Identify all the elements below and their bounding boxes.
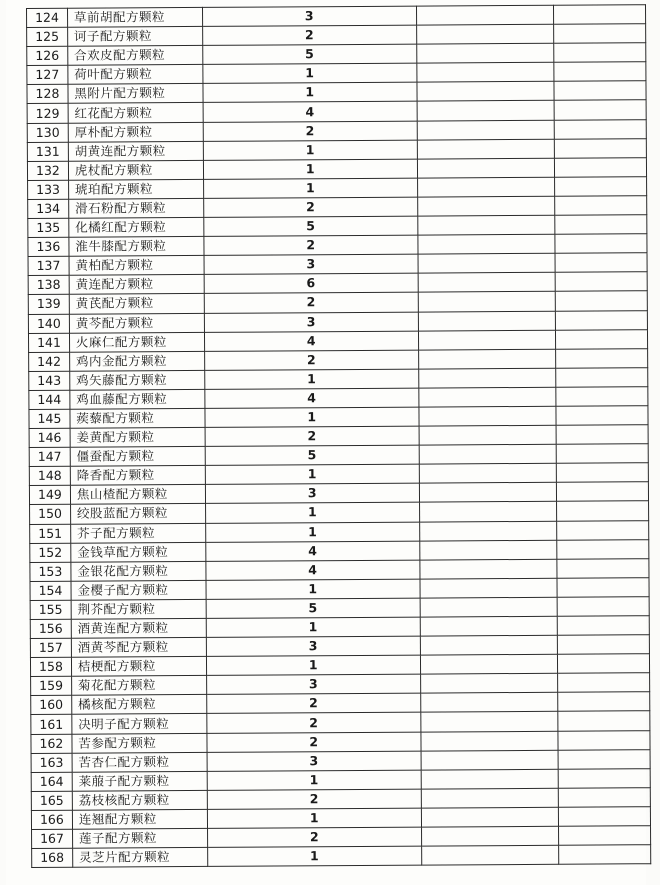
- empty-cell: [557, 654, 649, 674]
- empty-cell: [556, 387, 648, 407]
- row-index-cell: 154: [30, 581, 71, 600]
- empty-cell: [420, 597, 557, 617]
- row-index-cell: 153: [30, 562, 71, 581]
- row-index-cell: 149: [29, 486, 70, 505]
- row-index-cell: 167: [32, 829, 73, 848]
- empty-cell: [419, 444, 556, 464]
- empty-cell: [419, 464, 556, 484]
- quantity-cell: 4: [204, 331, 418, 351]
- medicine-name-cell: 橘核配方颗粒: [72, 695, 207, 715]
- medicine-name-cell: 芥子配方颗粒: [71, 523, 206, 543]
- empty-cell: [556, 406, 648, 426]
- empty-cell: [557, 578, 649, 598]
- quantity-cell: 1: [206, 617, 420, 637]
- quantity-cell: 1: [205, 522, 419, 542]
- empty-cell: [558, 807, 650, 827]
- row-index-cell: 130: [27, 123, 68, 142]
- empty-cell: [553, 5, 645, 25]
- empty-cell: [557, 635, 649, 655]
- empty-cell: [555, 291, 647, 311]
- empty-cell: [556, 463, 648, 483]
- row-index-cell: 131: [27, 142, 68, 161]
- empty-cell: [419, 387, 556, 407]
- quantity-cell: 1: [207, 846, 421, 866]
- quantity-cell: 1: [204, 407, 418, 427]
- row-index-cell: 132: [27, 161, 68, 180]
- row-index-cell: 166: [31, 810, 72, 829]
- quantity-cell: 1: [203, 159, 417, 179]
- medicine-name-cell: 苦杏仁配方颗粒: [72, 752, 207, 772]
- row-index-cell: 164: [31, 772, 72, 791]
- empty-cell: [557, 673, 649, 693]
- empty-cell: [553, 43, 645, 63]
- quantity-cell: 3: [205, 483, 419, 503]
- row-index-cell: 138: [28, 276, 69, 295]
- quantity-cell: 5: [203, 216, 417, 236]
- row-index-cell: 152: [30, 543, 71, 562]
- medicine-name-cell: 胡黄连配方颗粒: [68, 141, 203, 161]
- document-page: [6, 0, 646, 885]
- empty-cell: [554, 157, 646, 177]
- empty-cell: [555, 253, 647, 273]
- row-index-cell: 136: [28, 237, 69, 256]
- quantity-cell: 2: [205, 426, 419, 446]
- empty-cell: [558, 768, 650, 788]
- empty-cell: [420, 635, 557, 655]
- medicine-name-cell: 菊花配方颗粒: [71, 676, 206, 696]
- medicine-name-cell: 诃子配方颗粒: [67, 27, 202, 47]
- empty-cell: [420, 559, 557, 579]
- empty-cell: [421, 750, 558, 770]
- medicine-name-cell: 草前胡配方颗粒: [67, 7, 202, 27]
- medicine-name-cell: 厚朴配方颗粒: [68, 122, 203, 142]
- quantity-cell: 4: [204, 388, 418, 408]
- empty-cell: [417, 43, 554, 63]
- medicine-name-cell: 化橘红配方颗粒: [69, 217, 204, 237]
- empty-cell: [556, 425, 648, 445]
- quantity-cell: 5: [202, 44, 416, 64]
- empty-cell: [554, 215, 646, 235]
- row-index-cell: 161: [31, 715, 72, 734]
- empty-cell: [421, 693, 558, 713]
- quantity-cell: 4: [205, 541, 419, 561]
- empty-cell: [554, 177, 646, 197]
- empty-cell: [555, 310, 647, 330]
- empty-cell: [418, 234, 555, 254]
- empty-cell: [417, 63, 554, 83]
- row-index-cell: 158: [30, 657, 71, 676]
- quantity-cell: 2: [207, 827, 421, 847]
- row-index-cell: 143: [29, 371, 70, 390]
- quantity-cell: 5: [206, 598, 420, 618]
- empty-cell: [417, 82, 554, 102]
- row-index-cell: 156: [30, 619, 71, 638]
- quantity-cell: 1: [203, 82, 417, 102]
- quantity-cell: 2: [204, 293, 418, 313]
- empty-cell: [417, 139, 554, 159]
- empty-cell: [421, 845, 558, 865]
- empty-cell: [419, 521, 556, 541]
- empty-cell: [421, 826, 558, 846]
- medicine-name-cell: 灵芝片配方颗粒: [72, 848, 207, 868]
- empty-cell: [418, 253, 555, 273]
- empty-cell: [418, 349, 555, 369]
- empty-cell: [416, 24, 553, 44]
- medicine-name-cell: 虎杖配方颗粒: [68, 160, 203, 180]
- row-index-cell: 160: [31, 696, 72, 715]
- empty-cell: [555, 272, 647, 292]
- quantity-cell: 3: [204, 254, 418, 274]
- row-index-cell: 155: [30, 600, 71, 619]
- quantity-cell: 2: [202, 25, 416, 45]
- row-index-cell: 146: [29, 428, 70, 447]
- empty-cell: [555, 329, 647, 349]
- medicine-name-cell: 黄柏配方颗粒: [69, 256, 204, 276]
- quantity-cell: 6: [204, 273, 418, 293]
- medicine-name-cell: 黄连配方颗粒: [69, 275, 204, 295]
- quantity-cell: 3: [206, 636, 420, 656]
- quantity-cell: 3: [204, 312, 418, 332]
- row-index-cell: 128: [27, 85, 68, 104]
- row-index-cell: 162: [31, 734, 72, 753]
- medicine-name-cell: 决明子配方颗粒: [72, 714, 207, 734]
- empty-cell: [419, 368, 556, 388]
- quantity-cell: 2: [206, 693, 420, 713]
- empty-cell: [553, 24, 645, 44]
- quantity-cell: 2: [206, 732, 420, 752]
- empty-cell: [557, 616, 649, 636]
- medicine-list-table: [26, 4, 651, 868]
- row-index-cell: 140: [28, 314, 69, 333]
- row-index-cell: 157: [30, 638, 71, 657]
- medicine-name-cell: 黑附片配方颗粒: [68, 84, 203, 104]
- empty-cell: [419, 425, 556, 445]
- medicine-name-cell: 黄芪配方颗粒: [69, 294, 204, 314]
- empty-cell: [557, 558, 649, 578]
- row-index-cell: 142: [29, 352, 70, 371]
- empty-cell: [558, 826, 650, 846]
- row-index-cell: 126: [27, 46, 68, 65]
- quantity-cell: 2: [206, 713, 420, 733]
- medicine-name-cell: 莱菔子配方颗粒: [72, 771, 207, 791]
- empty-cell: [558, 730, 650, 750]
- empty-cell: [555, 367, 647, 387]
- empty-cell: [558, 845, 650, 865]
- medicine-name-cell: 姜黄配方颗粒: [70, 427, 205, 447]
- empty-cell: [420, 540, 557, 560]
- medicine-name-cell: 酒黄连配方颗粒: [71, 618, 206, 638]
- empty-cell: [417, 177, 554, 197]
- medicine-name-cell: 荆芥配方颗粒: [71, 599, 206, 619]
- medicine-name-cell: 金银花配方颗粒: [71, 561, 206, 581]
- empty-cell: [554, 81, 646, 101]
- empty-cell: [418, 273, 555, 293]
- medicine-name-cell: 荔枝核配方颗粒: [72, 790, 207, 810]
- medicine-name-cell: 莲子配方颗粒: [72, 828, 207, 848]
- empty-cell: [421, 712, 558, 732]
- empty-cell: [558, 788, 650, 808]
- empty-cell: [420, 616, 557, 636]
- row-index-cell: 159: [31, 677, 72, 696]
- medicine-name-cell: 琥珀配方颗粒: [68, 179, 203, 199]
- empty-cell: [417, 120, 554, 140]
- medicine-name-cell: 连翘配方颗粒: [72, 809, 207, 829]
- medicine-name-cell: 滑石粉配方颗粒: [69, 198, 204, 218]
- empty-cell: [558, 711, 650, 731]
- quantity-cell: 5: [205, 445, 419, 465]
- quantity-cell: 2: [203, 121, 417, 141]
- empty-cell: [418, 215, 555, 235]
- empty-cell: [420, 654, 557, 674]
- empty-cell: [554, 196, 646, 216]
- empty-cell: [558, 749, 650, 769]
- quantity-cell: 1: [206, 655, 420, 675]
- quantity-cell: 4: [203, 102, 417, 122]
- medicine-name-cell: 降香配方颗粒: [70, 466, 205, 486]
- quantity-cell: 2: [204, 350, 418, 370]
- quantity-cell: 2: [203, 235, 417, 255]
- medicine-name-cell: 火麻仁配方颗粒: [69, 332, 204, 352]
- empty-cell: [416, 5, 553, 25]
- empty-cell: [554, 100, 646, 120]
- medicine-name-cell: 金樱子配方颗粒: [71, 580, 206, 600]
- row-index-cell: 134: [28, 199, 69, 218]
- empty-cell: [557, 597, 649, 617]
- empty-cell: [557, 692, 649, 712]
- medicine-name-cell: 蒺藜配方颗粒: [70, 408, 205, 428]
- empty-cell: [421, 731, 558, 751]
- row-index-cell: 150: [30, 505, 71, 524]
- quantity-cell: 1: [205, 464, 419, 484]
- empty-cell: [554, 138, 646, 158]
- empty-cell: [418, 311, 555, 331]
- empty-cell: [555, 234, 647, 254]
- quantity-cell: 1: [207, 770, 421, 790]
- quantity-cell: 1: [205, 503, 419, 523]
- empty-cell: [420, 674, 557, 694]
- medicine-name-cell: 鸡血藤配方颗粒: [70, 389, 205, 409]
- row-index-cell: 165: [31, 791, 72, 810]
- empty-cell: [419, 483, 556, 503]
- empty-cell: [556, 501, 648, 521]
- empty-cell: [417, 158, 554, 178]
- quantity-cell: 1: [204, 369, 418, 389]
- empty-cell: [417, 101, 554, 121]
- quantity-cell: 1: [203, 178, 417, 198]
- quantity-cell: 1: [206, 579, 420, 599]
- empty-cell: [556, 520, 648, 540]
- row-index-cell: 141: [28, 333, 69, 352]
- empty-cell: [419, 406, 556, 426]
- quantity-cell: 1: [202, 63, 416, 83]
- medicine-name-cell: 鸡矢藤配方颗粒: [70, 370, 205, 390]
- medicine-name-cell: 桔梗配方颗粒: [71, 657, 206, 677]
- table-row: [32, 845, 651, 868]
- empty-cell: [556, 482, 648, 502]
- empty-cell: [418, 196, 555, 216]
- empty-cell: [419, 502, 556, 522]
- medicine-name-cell: 荷叶配方颗粒: [68, 65, 203, 85]
- medicine-name-cell: 鸡内金配方颗粒: [69, 351, 204, 371]
- quantity-cell: 1: [203, 140, 417, 160]
- medicine-name-cell: 绞股蓝配方颗粒: [70, 504, 205, 524]
- row-index-cell: 144: [29, 390, 70, 409]
- empty-cell: [556, 444, 648, 464]
- row-index-cell: 151: [30, 524, 71, 543]
- medicine-name-cell: 焦山楂配方颗粒: [70, 485, 205, 505]
- empty-cell: [421, 807, 558, 827]
- row-index-cell: 139: [28, 295, 69, 314]
- medicine-name-cell: 苦参配方颗粒: [72, 733, 207, 753]
- medicine-name-cell: 酒黄芩配方颗粒: [71, 638, 206, 658]
- empty-cell: [555, 348, 647, 368]
- row-index-cell: 163: [31, 753, 72, 772]
- row-index-cell: 133: [28, 180, 69, 199]
- empty-cell: [418, 292, 555, 312]
- medicine-name-cell: 黄芩配方颗粒: [69, 313, 204, 333]
- empty-cell: [554, 119, 646, 139]
- quantity-cell: 3: [206, 674, 420, 694]
- row-index-cell: 124: [27, 8, 68, 27]
- row-index-cell: 147: [29, 447, 70, 466]
- medicine-name-cell: 僵蚕配方颗粒: [70, 447, 205, 467]
- medicine-name-cell: 淮牛膝配方颗粒: [69, 237, 204, 257]
- empty-cell: [418, 330, 555, 350]
- quantity-cell: 1: [207, 808, 421, 828]
- row-index-cell: 137: [28, 256, 69, 275]
- empty-cell: [420, 578, 557, 598]
- table-body: [27, 5, 651, 868]
- row-index-cell: 127: [27, 66, 68, 85]
- medicine-name-cell: 合欢皮配方颗粒: [68, 46, 203, 66]
- quantity-cell: 2: [207, 789, 421, 809]
- empty-cell: [554, 62, 646, 82]
- empty-cell: [556, 539, 648, 559]
- row-index-cell: 168: [32, 848, 73, 867]
- row-index-cell: 129: [27, 104, 68, 123]
- medicine-name-cell: 红花配方颗粒: [68, 103, 203, 123]
- quantity-cell: 3: [202, 6, 416, 26]
- row-index-cell: 148: [29, 466, 70, 485]
- row-index-cell: 125: [27, 27, 68, 46]
- medicine-name-cell: 金钱草配方颗粒: [71, 542, 206, 562]
- quantity-cell: 2: [203, 197, 417, 217]
- row-index-cell: 145: [29, 409, 70, 428]
- empty-cell: [421, 788, 558, 808]
- empty-cell: [421, 769, 558, 789]
- quantity-cell: 4: [205, 560, 419, 580]
- row-index-cell: 135: [28, 218, 69, 237]
- quantity-cell: 3: [207, 751, 421, 771]
